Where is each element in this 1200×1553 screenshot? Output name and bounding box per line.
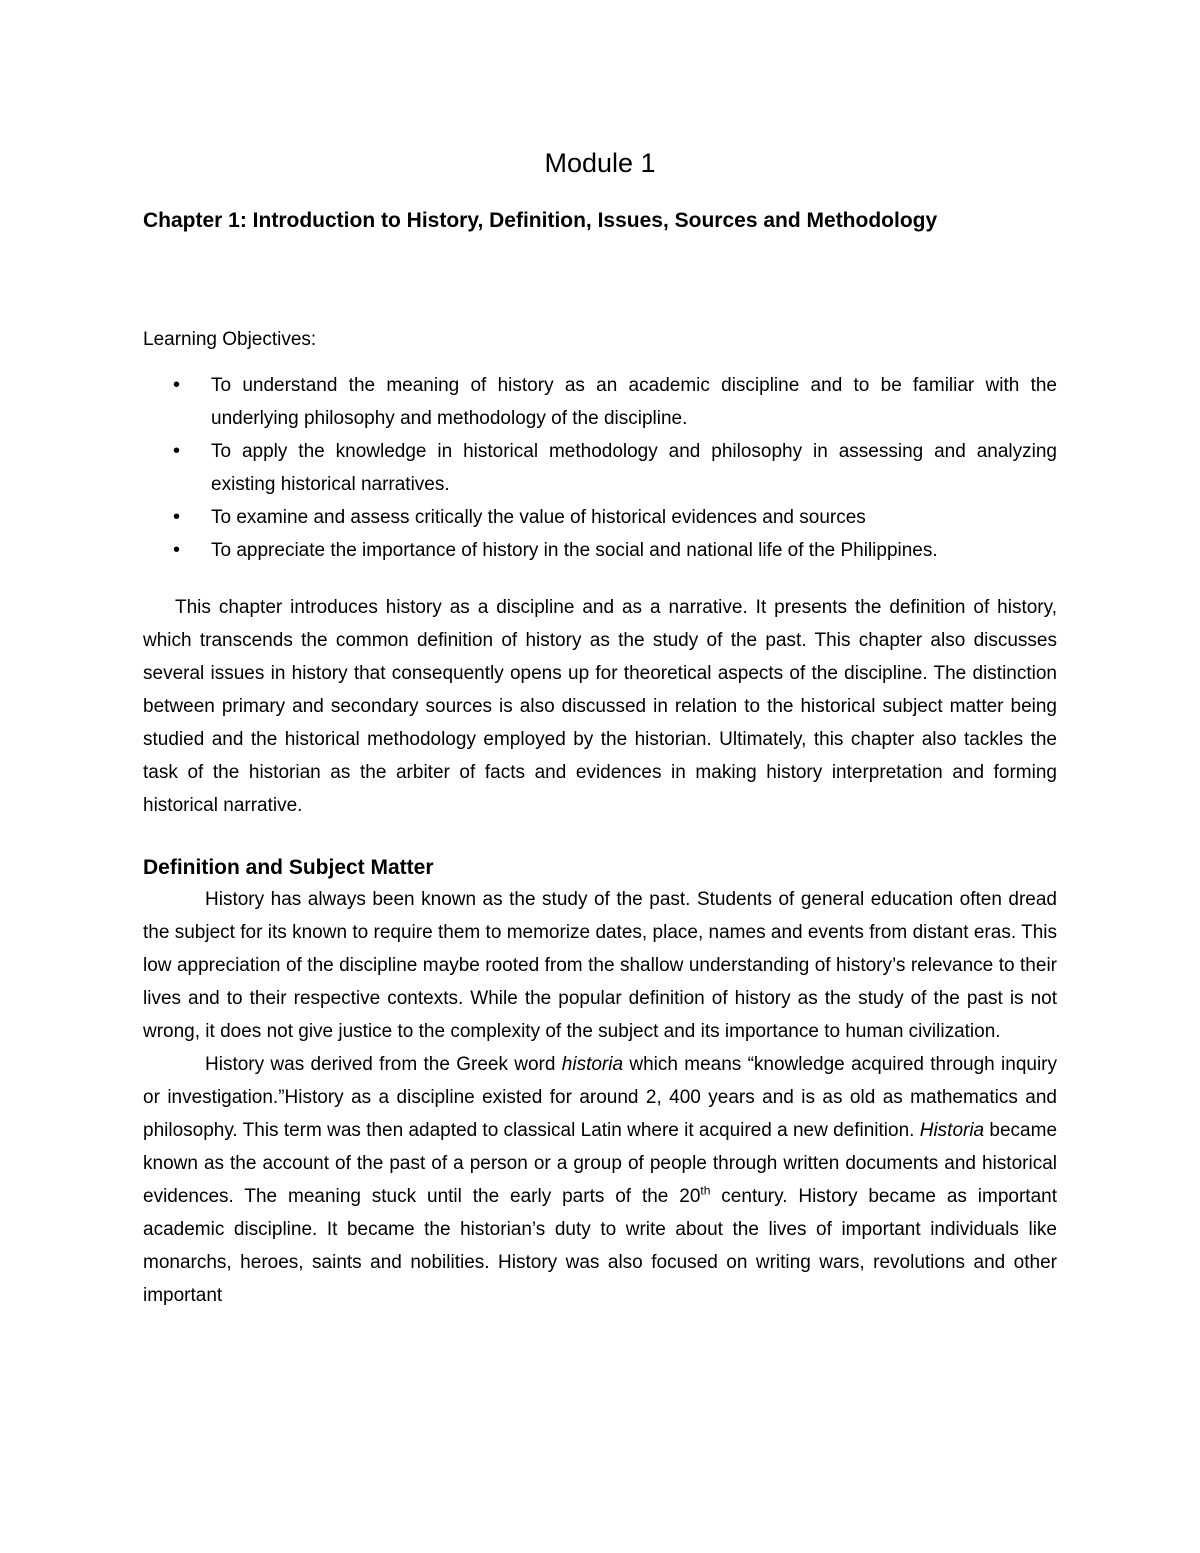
module-title: Module 1 <box>544 148 656 178</box>
page-content <box>143 145 1057 1312</box>
italic-term: historia <box>561 1054 624 1075</box>
objective-text: To appreciate the importance of history in the social and national life of the Philippines. <box>211 540 938 561</box>
bullet-icon: • <box>173 374 181 396</box>
objective-text: To apply the knowledge in historical methodology and philosophy in assessing and analyzing existing historical narratives. <box>211 441 1057 495</box>
objectives-label: Learning Objectives: <box>143 329 317 350</box>
objective-item <box>143 501 1057 534</box>
section-heading: Definition and Subject Matter <box>143 856 434 879</box>
bullet-icon: • <box>173 506 181 528</box>
chapter-title: Chapter 1: Introduction to History, Definition, Issues, Sources and Methodology <box>143 209 938 232</box>
section-paragraph-2 <box>143 1048 1057 1312</box>
objective-item <box>143 435 1057 501</box>
bullet-icon: • <box>173 440 181 462</box>
objective-text: To understand the meaning of history as an academic discipline and to be familiar with the underlying philosophy and methodology of the discipline. <box>211 375 1057 429</box>
objectives-list <box>143 369 1057 567</box>
paragraph-text: became known as the account of the past of a person or a group of people through written documents and historical evidences. The meaning stuck until the early parts of the 20 <box>143 1120 1058 1207</box>
bullet-icon: • <box>173 539 181 561</box>
italic-term: Historia <box>919 1120 985 1141</box>
objective-item <box>143 369 1057 435</box>
intro-paragraph: This chapter introduces history as a discipline and as a narrative. It presents the definition of history, which transcends the common definition of history as the study of the past. This chapter also discusses several issues in history that consequently opens up for theoretical aspects of the discipline. The distinction between primary and secondary sources is also discussed in relation to the historical subject matter being studied and the historical methodology employed by the historian. Ultimately, this chapter also tackles the task of the historian as the arbiter of facts and evidences in making history interpretation and forming historical narrative. <box>143 597 1057 816</box>
objective-text: To examine and assess critically the value of historical evidences and sources <box>211 507 866 528</box>
paragraph-text: History was derived from the Greek word <box>205 1054 562 1075</box>
superscript: th <box>700 1183 711 1198</box>
paragraph-text: which means “knowledge acquired through inquiry or investigation.”History as a discipline existed for around 2, 400 years and is as old as mathematics and philosophy. This term was then adapted to classical Latin where it acquired a new definition. <box>143 1054 1057 1141</box>
paragraph-text: century. History became as important academic discipline. It became the historian’s duty to write about the lives of important individuals like monarchs, heroes, saints and nobilities. History was also focused on writing wars, revolutions and other important <box>143 1186 1058 1306</box>
section-paragraph-1: History has always been known as the study of the past. Students of general education often dread the subject for its known to require them to memorize dates, place, names and events from distant eras. This low appreciation of the discipline maybe rooted from the shallow understanding of history’s relevance to their lives and to their respective contexts. While the popular definition of history as the study of the past is not wrong, it does not give justice to the complexity of the subject and its importance to human civilization. <box>143 889 1057 1042</box>
objective-item <box>143 534 1057 567</box>
